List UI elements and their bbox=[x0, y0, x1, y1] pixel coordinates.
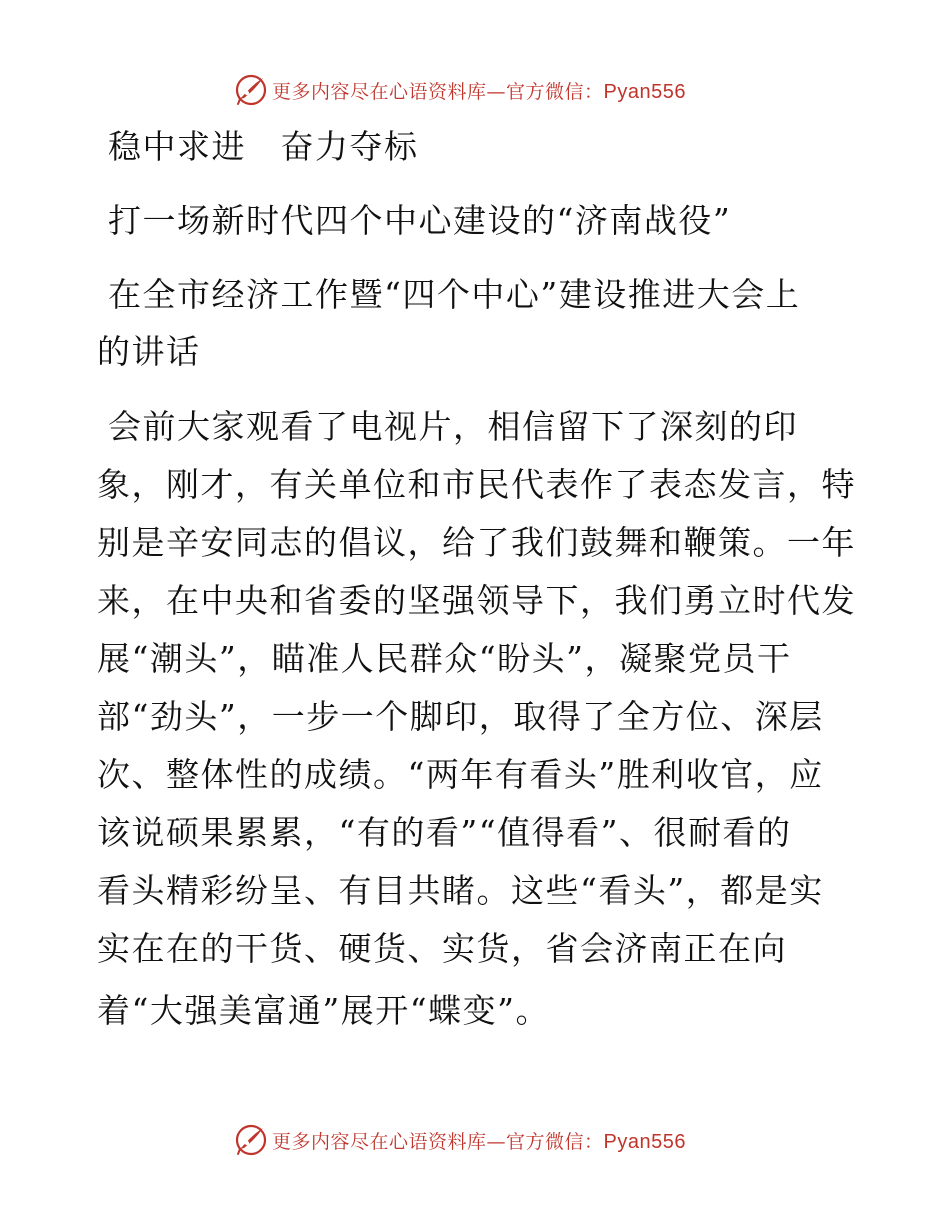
body-line-6: 部“劲头”，一步一个脚印，取得了全方位、深层 bbox=[97, 697, 824, 736]
body-line-5: 展“潮头”，瞄准人民群众“盼头”，凝聚党员干 bbox=[97, 639, 792, 678]
body-line-3: 别是辛安同志的倡议，给了我们鼓舞和鞭策。一年 bbox=[97, 523, 856, 562]
body-line-11: 着“大强美富通”展开“蝶变”。 bbox=[97, 991, 550, 1030]
watermark-label: 更多内容尽在心语资料库—官方微信： bbox=[272, 1130, 604, 1153]
speech-title-line-1: 在全市经济工作暨“四个中心”建设推进大会上 bbox=[108, 275, 801, 314]
document-title: 稳中求进 奋力夺标 bbox=[108, 127, 419, 166]
document-subtitle: 打一场新时代四个中心建设的“济南战役” bbox=[108, 201, 732, 240]
body-line-2: 象，刚才，有关单位和市民代表作了表态发言，特 bbox=[97, 465, 856, 504]
body-line-1: 会前大家观看了电视片，相信留下了深刻的印 bbox=[108, 407, 798, 446]
body-line-9: 看头精彩纷呈、有目共睹。这些“看头”，都是实 bbox=[97, 871, 824, 910]
body-line-8: 该说硕果累累，“有的看”“值得看”、很耐看的 bbox=[97, 813, 792, 852]
watermark-label: 更多内容尽在心语资料库—官方微信： bbox=[272, 80, 604, 103]
body-line-10: 实在在的干货、硬货、实货，省会济南正在向 bbox=[97, 929, 787, 968]
body-line-4: 来，在中央和省委的坚强领导下，我们勇立时代发 bbox=[97, 581, 856, 620]
header-watermark bbox=[234, 72, 686, 108]
quill-pen-logo-icon bbox=[234, 73, 268, 107]
watermark-text bbox=[272, 77, 686, 104]
speech-title-line-2: 的讲话 bbox=[97, 332, 201, 371]
footer-watermark bbox=[234, 1122, 686, 1158]
watermark-wechat-id: Pyan556 bbox=[603, 80, 686, 103]
quill-pen-logo-icon bbox=[234, 1123, 268, 1157]
watermark-wechat-id: Pyan556 bbox=[603, 1130, 686, 1153]
body-line-7: 次、整体性的成绩。“两年有看头”胜利收官，应 bbox=[97, 755, 824, 794]
watermark-text bbox=[272, 1127, 686, 1154]
